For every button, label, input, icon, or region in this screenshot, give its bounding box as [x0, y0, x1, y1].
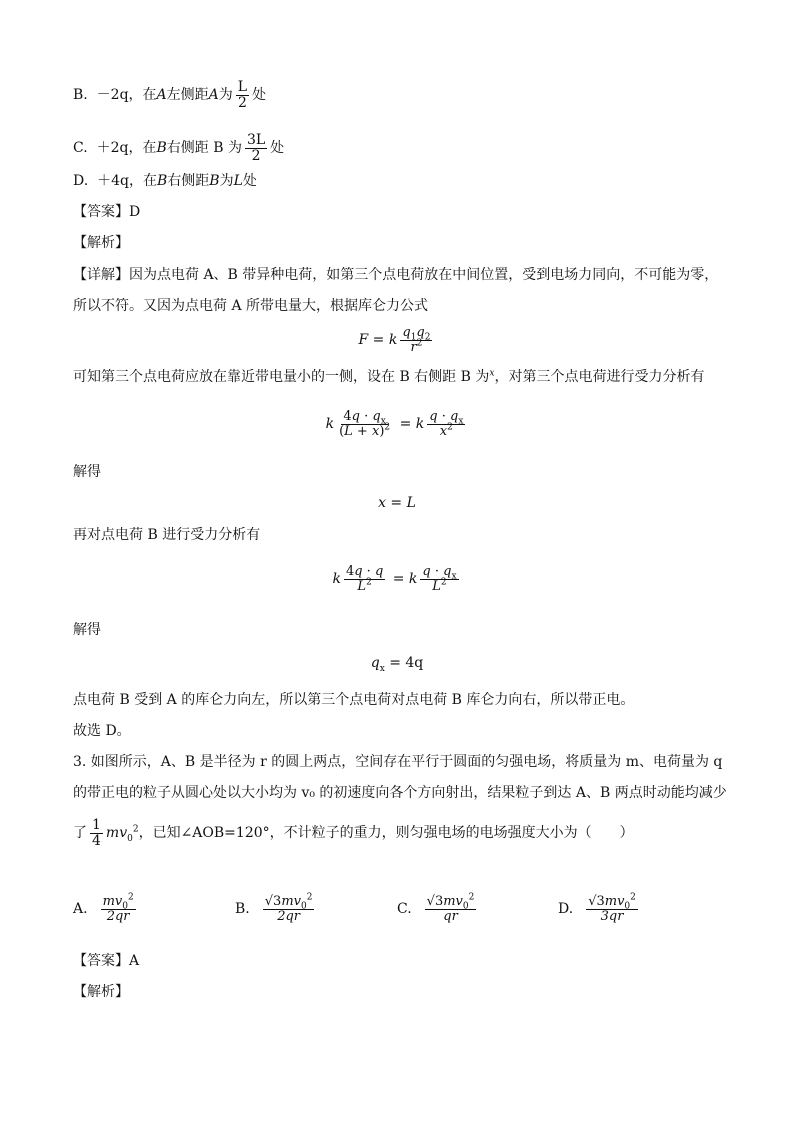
q3-option-b: B. $\frac{√3mv_0^2}{2qr}$ — [235, 892, 313, 924]
option-b-label: B. — [73, 87, 88, 104]
q3-stem-line-2: 的带正电的粒子从圆心处以大小均为 v₀ 的初速度向各个方向射出，结果粒子到达 A、B 两点时动能均减少 — [73, 785, 727, 801]
q2-para-4: 点电荷 B 受到 A 的库仑力向左，所以第三个点电荷对点电荷 B 库仑力向右，所以带正电。 — [73, 692, 635, 708]
option-d-label: D. — [73, 173, 89, 189]
option-c: C. ＋2q，在B右侧距 B 为 $\frac{3L}{2}$ 处 — [73, 132, 285, 164]
q2-para-3: 再对点电荷 B 进行受力分析有 — [73, 527, 261, 543]
fraction-quarter: $\frac{1}{4}$ — [92, 817, 101, 849]
option-b: B. －2q，在A左侧距A为 $\frac{L}{2}$ 处 — [73, 79, 267, 111]
q2-conclusion: 故选 D。 — [73, 723, 131, 739]
q2-solve-2: 解得 — [73, 622, 101, 638]
fraction-3l-over-2: $\frac{3L}{2}$ — [246, 132, 266, 164]
q3-option-c: C. $\frac{√3mv_0^2}{qr}$ — [397, 892, 475, 924]
q2-answer — [73, 202, 140, 222]
q3-stem-line-3: 了 $\frac{1}{4}$ $mv_0^2$，已知∠AOB=120°，不计粒子的重力，则匀强电场的电场强度大小为（ ） — [73, 817, 634, 849]
result-1: x = L — [378, 495, 416, 511]
q3-stem-line-1: 3. 如图所示，A、B 是半径为 r 的圆上两点，空间存在平行于圆面的匀强电场，将质量为 m、电荷量为 q — [73, 754, 723, 770]
force-balance-equation-2: k $\frac{4q \cdot q}{L^2}$ = k $\frac{q \cdot q_x}{L^2}$ — [332, 564, 457, 594]
q2-detail-line-2: 所以不符。又因为点电荷 A 所带电量大，根据库仑力公式 — [73, 298, 429, 314]
answer-value: D — [129, 204, 141, 220]
q3-option-d: D. $\frac{√3mv_0^2}{3qr}$ — [558, 892, 636, 924]
coulomb-formula: F = k $\frac{q_1q_2}{r^2}$ — [358, 325, 431, 355]
q2-solve-1: 解得 — [73, 464, 101, 480]
answer-tag: 【答案】 — [73, 204, 129, 220]
option-d: D. ＋4q，在B右侧距B为L处 — [73, 173, 257, 189]
q3-answer: 【答案】A — [73, 953, 140, 969]
force-balance-equation-1: k $\frac{4q \cdot q_x}{(L + x)^2}$ = k $\frac{q \cdot q_x}{x^2}$ — [325, 409, 464, 439]
q2-analysis-tag: 【解析】 — [73, 235, 129, 251]
q2-para-2: 可知第三个点电荷应放在靠近带电量小的一侧，设在 B 右侧距 B 为$^x$，对第三个点电荷进行受力分析有 — [73, 368, 705, 385]
fraction-l-over-2: $\frac{L}{2}$ — [237, 79, 248, 111]
q2-detail-line-1: 【详解】因为点电荷 A、B 带异种电荷，如第三个点电荷放在中间位置，受到电场力同向，不可能为零， — [73, 267, 719, 283]
option-c-label: C. — [73, 140, 88, 157]
result-2: $q_x = 4q$ — [370, 655, 424, 674]
detail-tag: 【详解】 — [73, 267, 129, 283]
q3-analysis-tag: 【解析】 — [73, 984, 129, 1000]
q3-option-a: A. $\frac{mv_0^2}{2qr}$ — [73, 892, 134, 924]
